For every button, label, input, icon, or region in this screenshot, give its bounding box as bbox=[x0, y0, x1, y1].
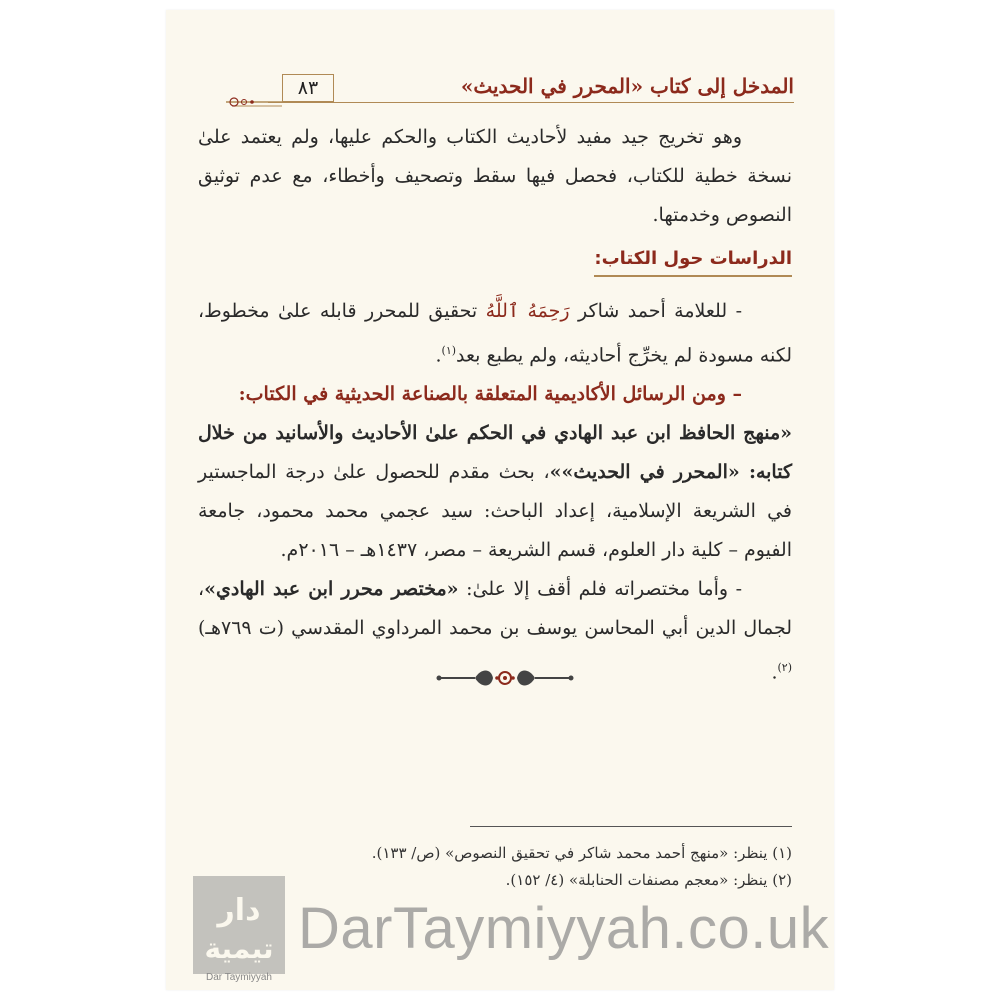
academic-theses-heading: – ومن الرسائل الأكاديمية المتعلقة بالصناعة الحديثية في الكتاب: bbox=[238, 383, 742, 406]
honorific: رَحِمَهُ ٱللَّهُ bbox=[485, 300, 570, 322]
header-rule bbox=[268, 102, 794, 103]
thesis-entry bbox=[198, 414, 792, 570]
item3-text-a: وأما مختصراته فلم أقف إلا علىٰ: bbox=[466, 578, 729, 601]
item1-text-a: للعلامة أحمد شاكر bbox=[578, 300, 728, 322]
footnote-2: (٢) ينظر: «معجم مصنفات الحنابلة» (٤/ ١٥٢). bbox=[505, 871, 792, 889]
item1-text-b: تحقيق للمحرر قابله علىٰ مخطوط، لكنه مسودة لم يخرِّج أحاديثه، ولم يطبع بعد bbox=[198, 300, 792, 367]
dar-taymiyyah-logo-icon bbox=[193, 876, 285, 974]
footnotes bbox=[198, 840, 792, 894]
list-dash: - bbox=[735, 578, 742, 601]
header-title: المدخل إلى كتاب «المحرر في الحديث» bbox=[460, 74, 794, 98]
section-heading-wrap bbox=[198, 239, 792, 278]
main-text bbox=[198, 118, 792, 693]
logo-caption: Dar Taymiyyah bbox=[206, 972, 272, 983]
footnote-ref-2: (٢) bbox=[777, 661, 792, 675]
section-end-ornament-icon bbox=[435, 664, 575, 692]
item3-text-b: ، لجمال الدين أبي المحاسن يوسف بن محمد المرداوي المقدسي (ت ٧٦٩هـ) bbox=[198, 578, 792, 640]
footnote-ref-1: (١) bbox=[441, 344, 457, 357]
svg-text:دار: دار bbox=[217, 893, 261, 928]
footnote-1: (١) ينظر: «منهج أحمد محمد شاكر في تحقيق النصوص» (ص/ ١٣٣). bbox=[371, 844, 792, 862]
header-ornament-icon bbox=[226, 90, 282, 112]
abridgement-title: «مختصر محرر ابن عبد الهادي» bbox=[204, 578, 459, 601]
thesis-details: ، بحث مقدم للحصول علىٰ درجة الماجستير في الشريعة الإسلامية، إعداد الباحث: سيد عجمي محمد محمود، جامعة الفيوم – كلية دار العلوم، قسم الشريعة – مصر، ١٤٣٧هـ – ٢٠١٦م. bbox=[198, 461, 792, 562]
item-ahmad-shakir bbox=[198, 292, 792, 375]
svg-text:تيمية: تيمية bbox=[204, 932, 274, 965]
watermark-site: DarTaymiyyah.co.uk bbox=[298, 896, 830, 961]
thesis-title: «منهج الحافظ ابن عبد الهادي في الحكم علىٰ الأحاديث والأسانيد من خلال كتابه: «المحرر في الحديث»» bbox=[198, 422, 793, 484]
section-heading: الدراسات حول الكتاب: bbox=[594, 243, 792, 277]
paragraph-intro: وهو تخريج جيد مفيد لأحاديث الكتاب والحكم عليها، ولم يعتمد علىٰ نسخة خطية للكتاب، فحصل فيها سقط وتصحيف وأخطاء، مع عدم توثيق النصوص وخدمتها. bbox=[198, 126, 792, 226]
list-dash: - bbox=[735, 300, 742, 322]
item1-end: . bbox=[435, 344, 442, 367]
footnote-rule bbox=[470, 826, 792, 827]
running-header bbox=[188, 74, 794, 104]
item3-end: . bbox=[771, 661, 778, 684]
page-number: ٨٣ bbox=[282, 74, 334, 102]
